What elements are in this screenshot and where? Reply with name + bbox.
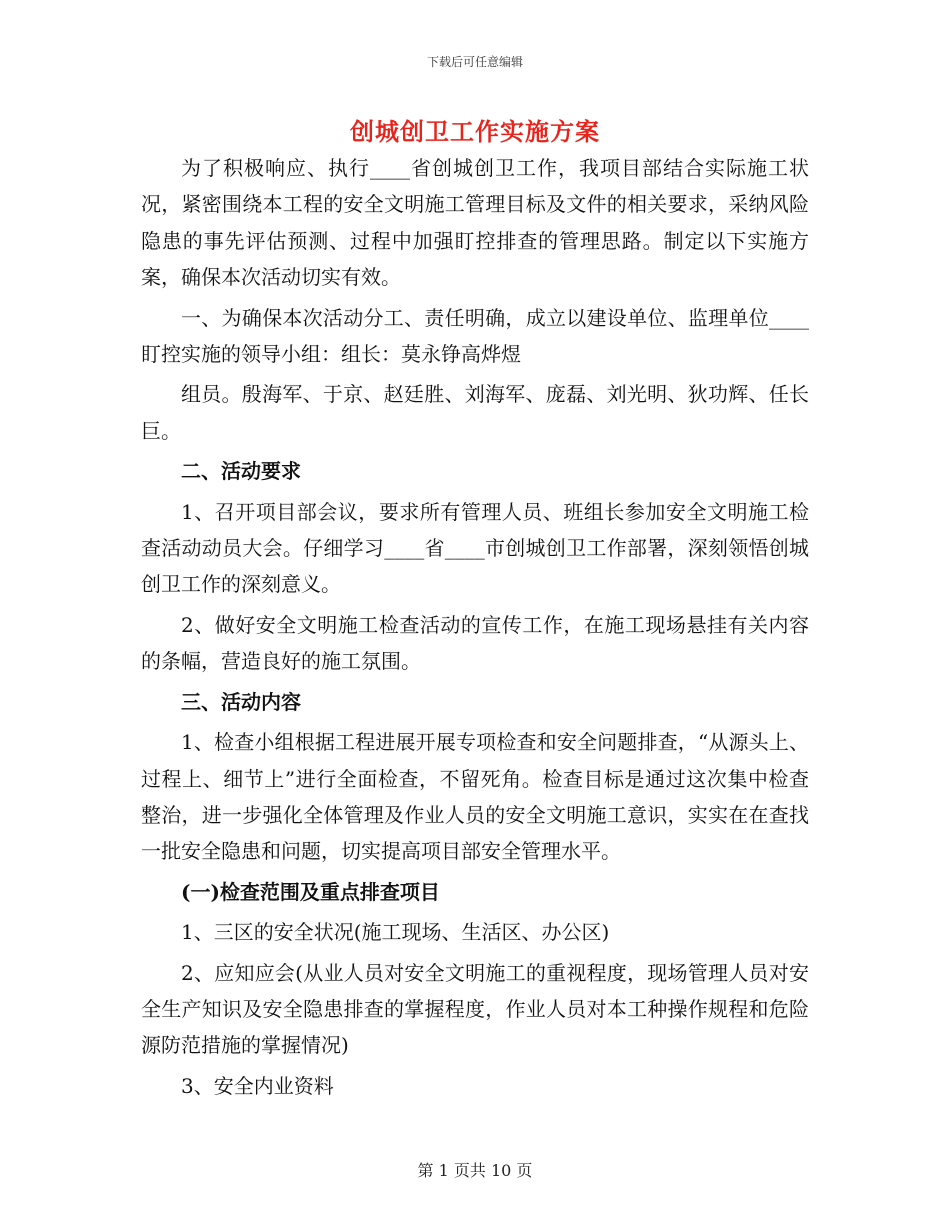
paragraph-requirement-1: 1、召开项目部会议，要求所有管理人员、班组长参加安全文明施工检查活动动员大会。仔细学习____省____市创城创卫工作部署，深刻领悟创城创卫工作的深刻意义。 <box>141 499 809 597</box>
heading-content: 三、活动内容 <box>181 689 301 714</box>
paragraph-content-1: 1、检查小组根据工程进展开展专项检查和安全问题排查，“从源头上、过程上、细节上”进行全面检查，不留死角。检查目标是通过这次集中检查整治，进一步强化全体管理及作业人员的安全文明施工意识，实实在在查找一批安全隐患和问题，切实提高项目部安全管理水平。 <box>141 730 809 864</box>
paragraph-scope-1: 1、三区的安全状况(施工现场、生活区、办公区) <box>181 920 610 945</box>
document-title: 创城创卫工作实施方案 <box>350 117 600 146</box>
paragraph-requirement-2: 2、做好安全文明施工检查活动的宣传工作，在施工现场悬挂有关内容的条幅，营造良好的施工氛围。 <box>141 612 809 674</box>
page-number: 第 1 页共 10 页 <box>417 1161 533 1180</box>
paragraph-members: 组员。殷海军、于京、赵廷胜、刘海军、庞磊、刘光明、狄功辉、任长巨。 <box>141 382 809 443</box>
document-body <box>141 150 809 1104</box>
paragraph-section-1: 一、为确保本次活动分工、责任明确，成立以建设单位、监理单位____盯控实施的领导小组：组长：莫永铮高烨煜 <box>141 305 809 367</box>
paragraph-intro: 为了积极响应、执行____省创城创卫工作，我项目部结合实际施工状况，紧密围绕本工程的安全文明施工管理目标及文件的相关要求，采纳风险隐患的事先评估预测、过程中加强盯控排查的管理思路。制定以下实施方案，确保本次活动切实有效。 <box>141 156 809 290</box>
heading-requirements: 二、活动要求 <box>181 459 301 484</box>
paragraph-scope-2: 2、应知应会(从业人员对安全文明施工的重视程度，现场管理人员对安全生产知识及安全隐患排查的掌握程度，作业人员对本工种操作规程和危险源防范措施的掌握情况) <box>141 960 809 1058</box>
paragraph-scope-3: 3、安全内业资料 <box>181 1073 334 1098</box>
header-note: 下载后可任意编辑 <box>426 55 523 69</box>
heading-scope: (一)检查范围及重点排查项目 <box>181 879 440 904</box>
